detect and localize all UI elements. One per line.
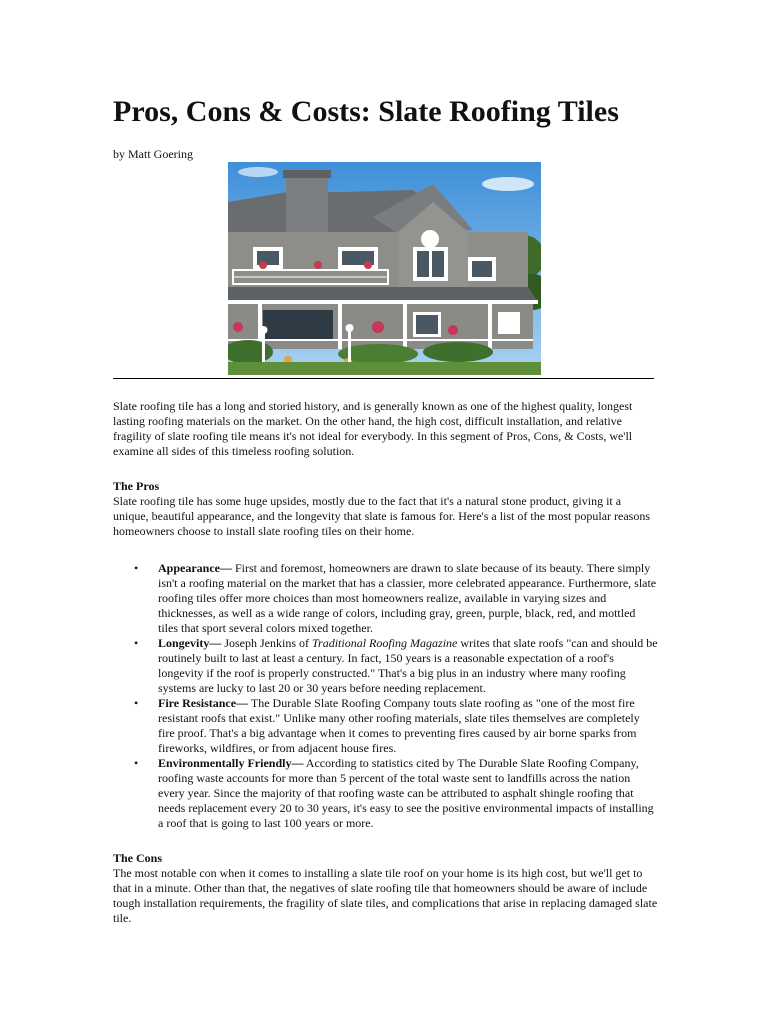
- cons-heading: The Cons: [113, 851, 163, 865]
- bullet-icon: •: [134, 696, 139, 710]
- bullet-icon: •: [134, 561, 139, 575]
- list-item-term: Environmentally Friendly—: [158, 756, 304, 770]
- list-item-text: Joseph Jenkins of: [221, 636, 313, 650]
- horizontal-divider: [113, 378, 654, 379]
- list-item-text: First and foremost, homeowners are drawn to slate because of its beauty. There simply isn't a roofing material on the market that has a classier, more celebrated appearance. Furthermore, slate roofing tiles offer more choices than most homeowners realize, available in varying sizes and thicknesses, as well as a wide range of colors, including gray, green, purple, black, red, and mottled tiles that sport several colors mixed together.: [158, 561, 657, 635]
- list-item-text: writes that slate roofs "can and should be routinely built to last at least a century. In fact, 150 years is a reasonable expectation of a roof's longevity if the roof is properly constructed." That's a big plus in an industry where many roofing systems are lucky to last 20 or 30 years before needing replacement.: [158, 636, 658, 695]
- pros-paragraph: Slate roofing tile has some huge upsides, mostly due to the fact that it's a natural stone product, giving it a unique, beautiful appearance, and the longevity that slate is famous for. Here's a list of the most popular reasons homeowners choose to install slate roofing tiles on their home.: [113, 494, 651, 538]
- house-photo: [228, 162, 541, 375]
- list-item-text: According to statistics cited by The Durable Slate Roofing Company, roofing waste accounts for more than 5 percent of the total waste sent to landfills across the nation every year. Since the majority of that roofing waste can be attributed to asphalt shingle roofing that needs replacement every 20 to 30 years, it's easy to see the positive environmental impacts of installing a roof that is going to last 100 years or more.: [158, 756, 654, 830]
- magazine-title: Traditional Roofing Magazine: [312, 636, 458, 650]
- pros-list: [113, 561, 658, 831]
- list-item-appearance: [134, 561, 658, 636]
- intro-paragraph: Slate roofing tile has a long and storied history, and is generally known as one of the highest quality, longest lasting roofing materials on the market. On the other hand, the high cost, difficult installation, and relative fragility of slate roofing tile means it's not ideal for everybody. In this segment of Pros, Cons, & Costs, we'll examine all sides of this timeless roofing solution.: [113, 399, 633, 458]
- cons-paragraph: The most notable con when it comes to installing a slate tile roof on your home is its high cost, but we'll get to that in a minute. Other than that, the negatives of slate roofing tile that homeowners should be aware of include tough installation requirements, the fragility of slate tiles, and complications that arise in replacing damaged slate tile.: [113, 866, 658, 925]
- bullet-icon: •: [134, 756, 139, 770]
- list-item-fire-resistance: [134, 696, 658, 756]
- list-item-term: Fire Resistance—: [158, 696, 249, 710]
- list-item-term: Appearance—: [158, 561, 232, 575]
- pros-heading: The Pros: [113, 479, 160, 493]
- article-body: [113, 399, 658, 926]
- list-item-longevity: [134, 636, 658, 696]
- article-byline: by Matt Goering: [113, 147, 193, 161]
- bullet-icon: •: [134, 636, 139, 650]
- article-title: Pros, Cons & Costs: Slate Roofing Tiles: [113, 95, 619, 128]
- list-item-environmentally-friendly: [134, 756, 658, 831]
- list-item-text: The Durable Slate Roofing Company touts slate roofing as "one of the most fire resistant roofs that exist." Unlike many other roofing materials, slate tiles themselves are completely fire proof. That's a big advantage when it comes to preventing fires caused by air borne sparks from fireworks, wildfires, or from adjacent house fires.: [158, 696, 640, 755]
- list-item-term: Longevity—: [158, 636, 222, 650]
